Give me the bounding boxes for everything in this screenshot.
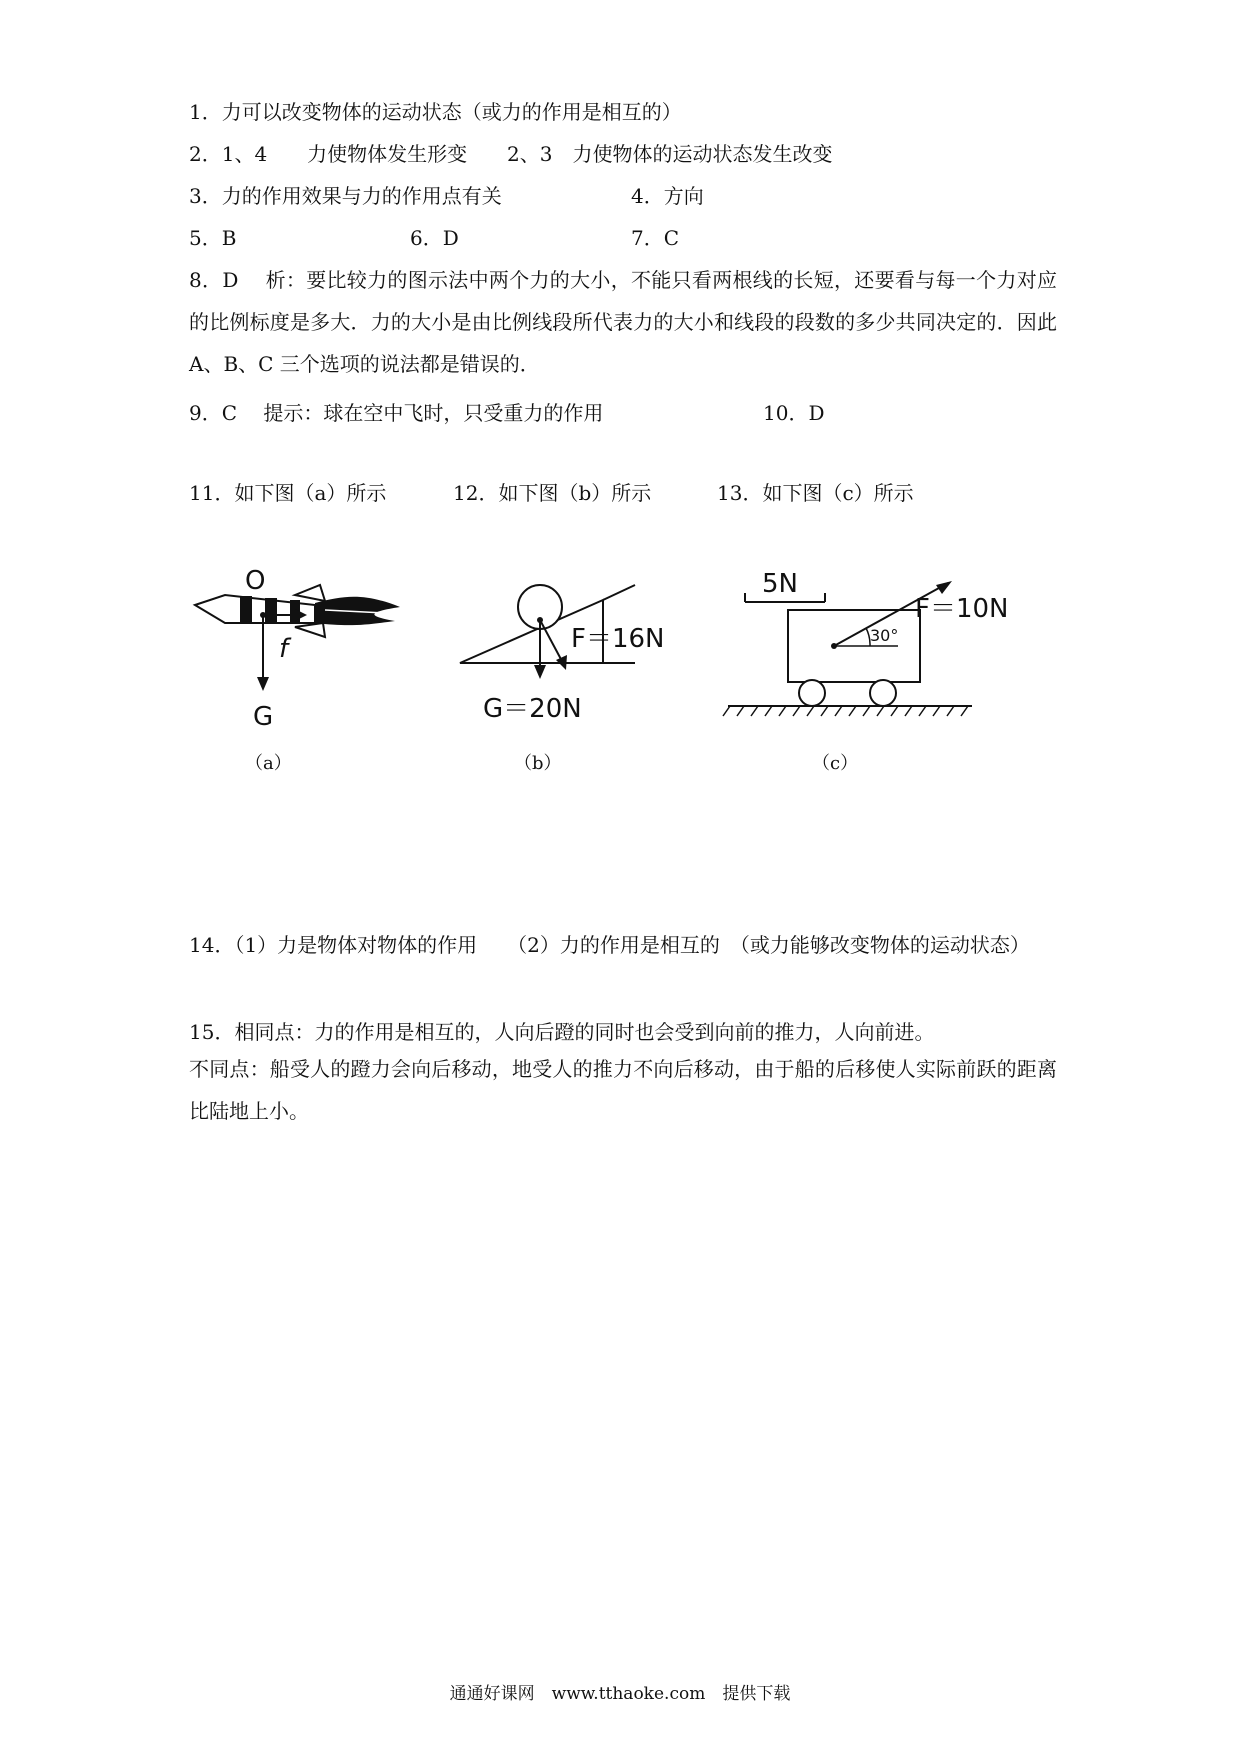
answer-1: 1．力可以改变物体的运动状态（或力的作用是相互的） <box>189 100 682 124</box>
page-footer: 通通好课网 www.tthaoke.com 提供下载 <box>449 1684 791 1704</box>
answer-5: 5．B <box>189 226 237 250</box>
figure-a-rocket <box>185 565 425 745</box>
answer-2-part-1: 2．1、4 力使物体发生形变 <box>189 142 468 166</box>
answer-8: 8．D 析：要比较力的图示法中两个力的大小，不能只看两根线的长短，还要看与每一个力对应的比例标度是多大．力的大小是由比例线段所代表力的大小和线段的段数的多少共同决定的．因此 A、B、C 三个选项的说法都是错误的． <box>189 268 1057 376</box>
answer-10: 10．D <box>763 401 825 425</box>
answer-15-diff: 不同点：船受人的蹬力会向后移动，地受人的推力不向后移动，由于船的后移使人实际前跃的距离比陆地上小。 <box>189 1057 1057 1123</box>
caption-a: （a） <box>245 753 292 774</box>
label-scale-c: 5N <box>762 569 798 599</box>
answer-13: 13．如下图（c）所示 <box>717 481 914 505</box>
answer-3: 3．力的作用效果与力的作用点有关 <box>189 184 502 208</box>
label-o: O <box>245 566 266 596</box>
caption-b: （b） <box>514 753 562 774</box>
answer-4: 4．方向 <box>631 184 704 208</box>
label-force-c: F＝10N <box>915 594 1009 624</box>
answer-6: 6．D <box>410 226 459 250</box>
answer-2-part-2: 2、3 力使物体的运动状态发生改变 <box>507 142 833 166</box>
caption-c: （c） <box>812 753 859 774</box>
label-force-b: F＝16N <box>571 624 665 654</box>
label-g: G <box>253 702 274 732</box>
figure-c-cart <box>720 565 1040 725</box>
answer-11: 11．如下图（a）所示 <box>189 481 387 505</box>
answer-9: 9．C 提示：球在空中飞时，只受重力的作用 <box>189 401 604 425</box>
label-f: f <box>279 634 289 664</box>
answer-7: 7．C <box>631 226 680 250</box>
answer-14: 14．（1）力是物体对物体的作用 （2）力的作用是相互的 （或力能够改变物体的运动状态） <box>189 933 1030 957</box>
label-weight-b: G＝20N <box>483 694 582 724</box>
label-angle-c: 30° <box>870 626 899 645</box>
answer-15-same: 15．相同点：力的作用是相互的，人向后蹬的同时也会受到向前的推力，人向前进。 <box>189 1020 935 1044</box>
answer-12: 12．如下图（b）所示 <box>453 481 652 505</box>
figure-b-incline <box>455 575 695 735</box>
